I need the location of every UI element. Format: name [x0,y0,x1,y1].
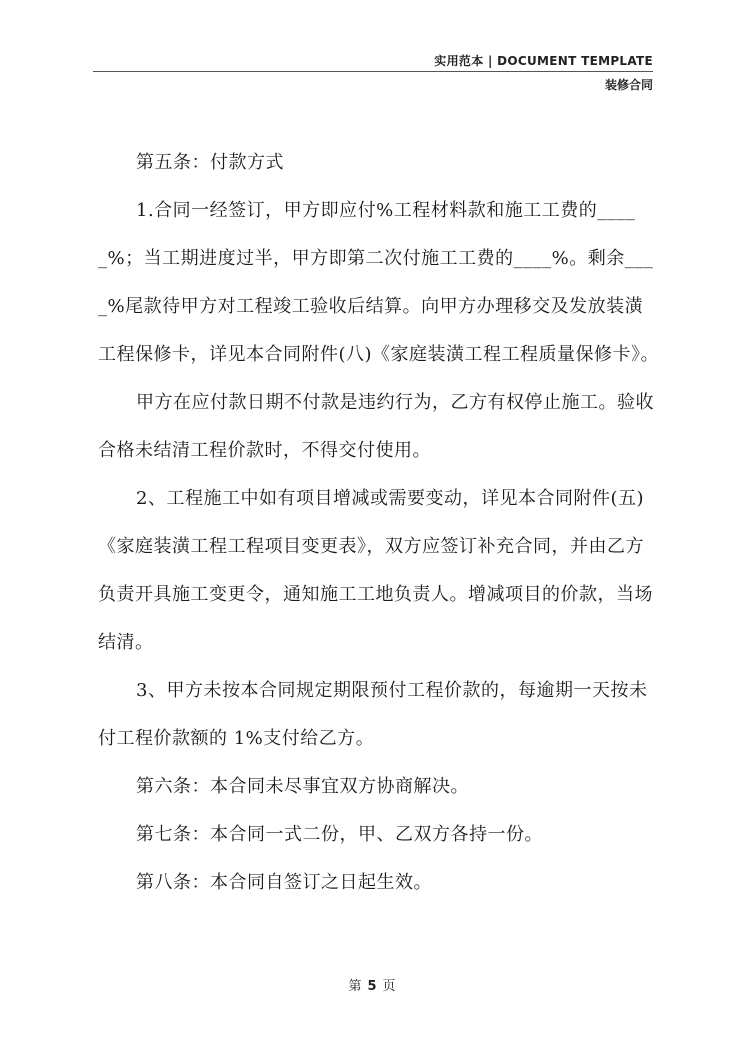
page-prefix: 第 [348,979,362,994]
clause-1-payment-schedule: 1.合同一经签订，甲方即应付%工程材料款和施工工费的_____%；当工期进度过半，甲方即第二次付施工工费的____%。剩余____%尾款待甲方对工程竣工验收后结算。向甲方办理移交及发放装潢工程保修卡，详见本合同附件(八)《家庭装潢工程工程质量保修卡》。 [98,200,660,365]
clause-late-payment: 甲方在应付款日期不付款是违约行为，乙方有权停止施工。验收合格未结清工程价款时，不得交付使用。 [98,392,654,461]
page-number: 5 [367,979,377,994]
header-divider [93,71,653,72]
article-five-heading: 第五条：付款方式 [136,152,284,173]
header-title: 实用范本 | DOCUMENT TEMPLATE [434,54,653,68]
page-footer [0,975,744,994]
article-seven: 第七条：本合同一式二份，甲、乙双方各持一份。 [136,824,543,845]
page-header [93,52,653,92]
article-six: 第六条：本合同未尽事宜双方协商解决。 [136,776,469,797]
contract-body [98,139,660,907]
page-suffix: 页 [382,979,396,994]
clause-3-penalty: 3、甲方未按本合同规定期限预付工程价款的，每逾期一天按未付工程价款额的 1%支付给乙方。 [98,680,648,749]
clause-2-changes: 2、工程施工中如有项目增减或需要变动，详见本合同附件(五)《家庭装潢工程工程项目变更表》，双方应签订补充合同，并由乙方负责开具施工变更令，通知施工工地负责人。增减项目的价款，当场结清。 [98,488,653,653]
article-eight: 第八条：本合同自签订之日起生效。 [136,872,432,893]
header-subtitle: 装修合同 [604,78,653,92]
